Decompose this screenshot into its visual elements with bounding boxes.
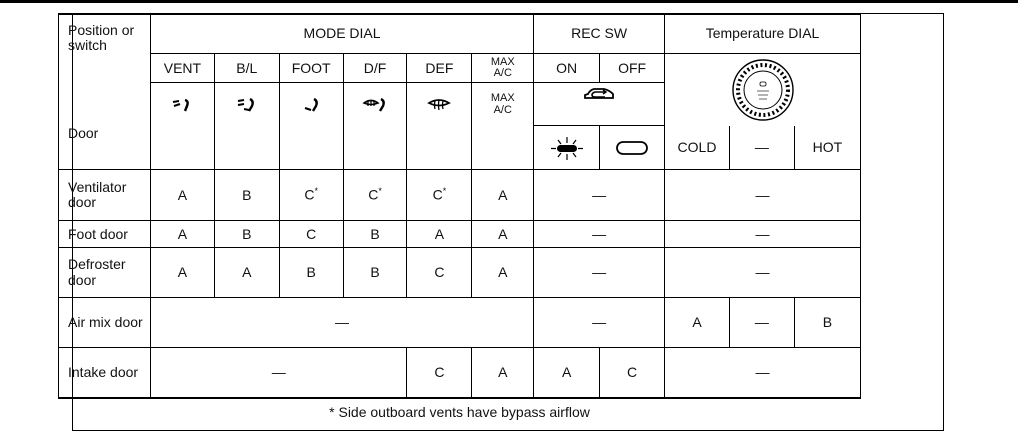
position-or-switch-label: Position or switch (59, 14, 151, 54)
mode-blank (150, 126, 214, 170)
mode-blank (343, 126, 407, 170)
cell: A (472, 221, 534, 248)
foot-mode-icon (299, 97, 323, 113)
mode-blank (214, 126, 279, 170)
bl-icon-cell (214, 83, 279, 126)
cell: A (472, 348, 534, 398)
row-label: Foot door (59, 221, 151, 248)
rec-off: OFF (600, 54, 665, 83)
row-label: Ventilator door (59, 170, 151, 221)
max-ac-icon-label: MAX A/C (490, 91, 515, 116)
cell: — (534, 248, 665, 298)
mode-dial-heading: MODE DIAL (150, 14, 533, 54)
temperature-dial-heading: Temperature DIAL (665, 14, 861, 54)
table-row (59, 348, 861, 398)
cell: B (214, 221, 279, 248)
mode-max-ac (472, 54, 534, 83)
recirculation-icon (582, 84, 616, 102)
mode-bl: B/L (214, 54, 279, 83)
cell: B (214, 170, 279, 221)
cell: B (279, 248, 343, 298)
defrost-mode-icon (427, 97, 451, 113)
cell: A (150, 221, 214, 248)
def-foot-mode-icon (362, 97, 388, 113)
header-spacer (59, 83, 151, 126)
cell (279, 170, 343, 221)
mode-def: DEF (407, 54, 472, 83)
footnote-star: * (314, 186, 318, 197)
cell: C (407, 248, 472, 298)
door-position-table (58, 13, 861, 399)
table-row (59, 221, 861, 248)
cell: C (279, 221, 343, 248)
foot-icon-cell (279, 83, 343, 126)
cell: — (729, 298, 794, 348)
rec-on: ON (534, 54, 600, 83)
max-ac-icon-cell (472, 83, 534, 126)
rec-icon-cell (534, 83, 665, 126)
footnote: * Side outboard vents have bypass airflow (329, 404, 590, 420)
top-rule (0, 0, 1018, 3)
vent-mode-icon (170, 97, 194, 113)
cell: B (794, 298, 860, 348)
vent-icon-cell (150, 83, 214, 126)
temp-cold: COLD (665, 126, 730, 170)
mode-df: D/F (343, 54, 407, 83)
cell: C (600, 348, 665, 398)
mode-blank (407, 126, 472, 170)
cell-value: C (304, 186, 315, 203)
cell: — (150, 298, 533, 348)
cell: C (407, 348, 472, 398)
table-row (59, 248, 861, 298)
cell (407, 170, 472, 221)
cell: — (665, 348, 861, 398)
cell (343, 170, 407, 221)
mode-blank (472, 126, 534, 170)
header-spacer (59, 54, 151, 83)
door-label: Door (59, 126, 151, 170)
temperature-dial-icon (731, 58, 795, 122)
rec-off-indicator-cell (600, 126, 665, 170)
cell: — (534, 170, 665, 221)
cell: B (343, 221, 407, 248)
cell: A (534, 348, 600, 398)
mode-foot: FOOT (279, 54, 343, 83)
mode-max-ac-label: MAX A/C (490, 55, 515, 80)
table-row (59, 298, 861, 348)
cell: A (150, 170, 214, 221)
indicator-lit-icon (546, 135, 588, 161)
cell: — (150, 348, 406, 398)
cell-value: C (368, 186, 379, 203)
cell: A (214, 248, 279, 298)
cell: A (150, 248, 214, 298)
temperature-dial-cell (665, 54, 861, 126)
mode-vent: VENT (150, 54, 214, 83)
cell: A (472, 248, 534, 298)
row-label: Defroster door (59, 248, 151, 298)
cell: — (665, 248, 861, 298)
rec-on-indicator-cell (534, 126, 600, 170)
def-icon-cell (407, 83, 472, 126)
temp-mid: — (729, 126, 794, 170)
cell: A (407, 221, 472, 248)
df-icon-cell (343, 83, 407, 126)
rec-sw-heading: REC SW (534, 14, 665, 54)
cell: — (665, 221, 861, 248)
footnote-star: * (378, 186, 382, 197)
indicator-off-icon (611, 135, 653, 161)
cell: — (534, 221, 665, 248)
cell: — (534, 298, 665, 348)
row-label: Intake door (59, 348, 151, 398)
cell: B (343, 248, 407, 298)
temp-hot: HOT (794, 126, 860, 170)
cell: A (665, 298, 730, 348)
cell: — (665, 170, 861, 221)
cell: A (472, 170, 534, 221)
mode-blank (279, 126, 343, 170)
footnote-star: * (442, 186, 447, 197)
cell-value: C (432, 186, 443, 203)
bilevel-mode-icon (235, 97, 259, 113)
row-label: Air mix door (59, 298, 151, 348)
table-row (59, 170, 861, 221)
